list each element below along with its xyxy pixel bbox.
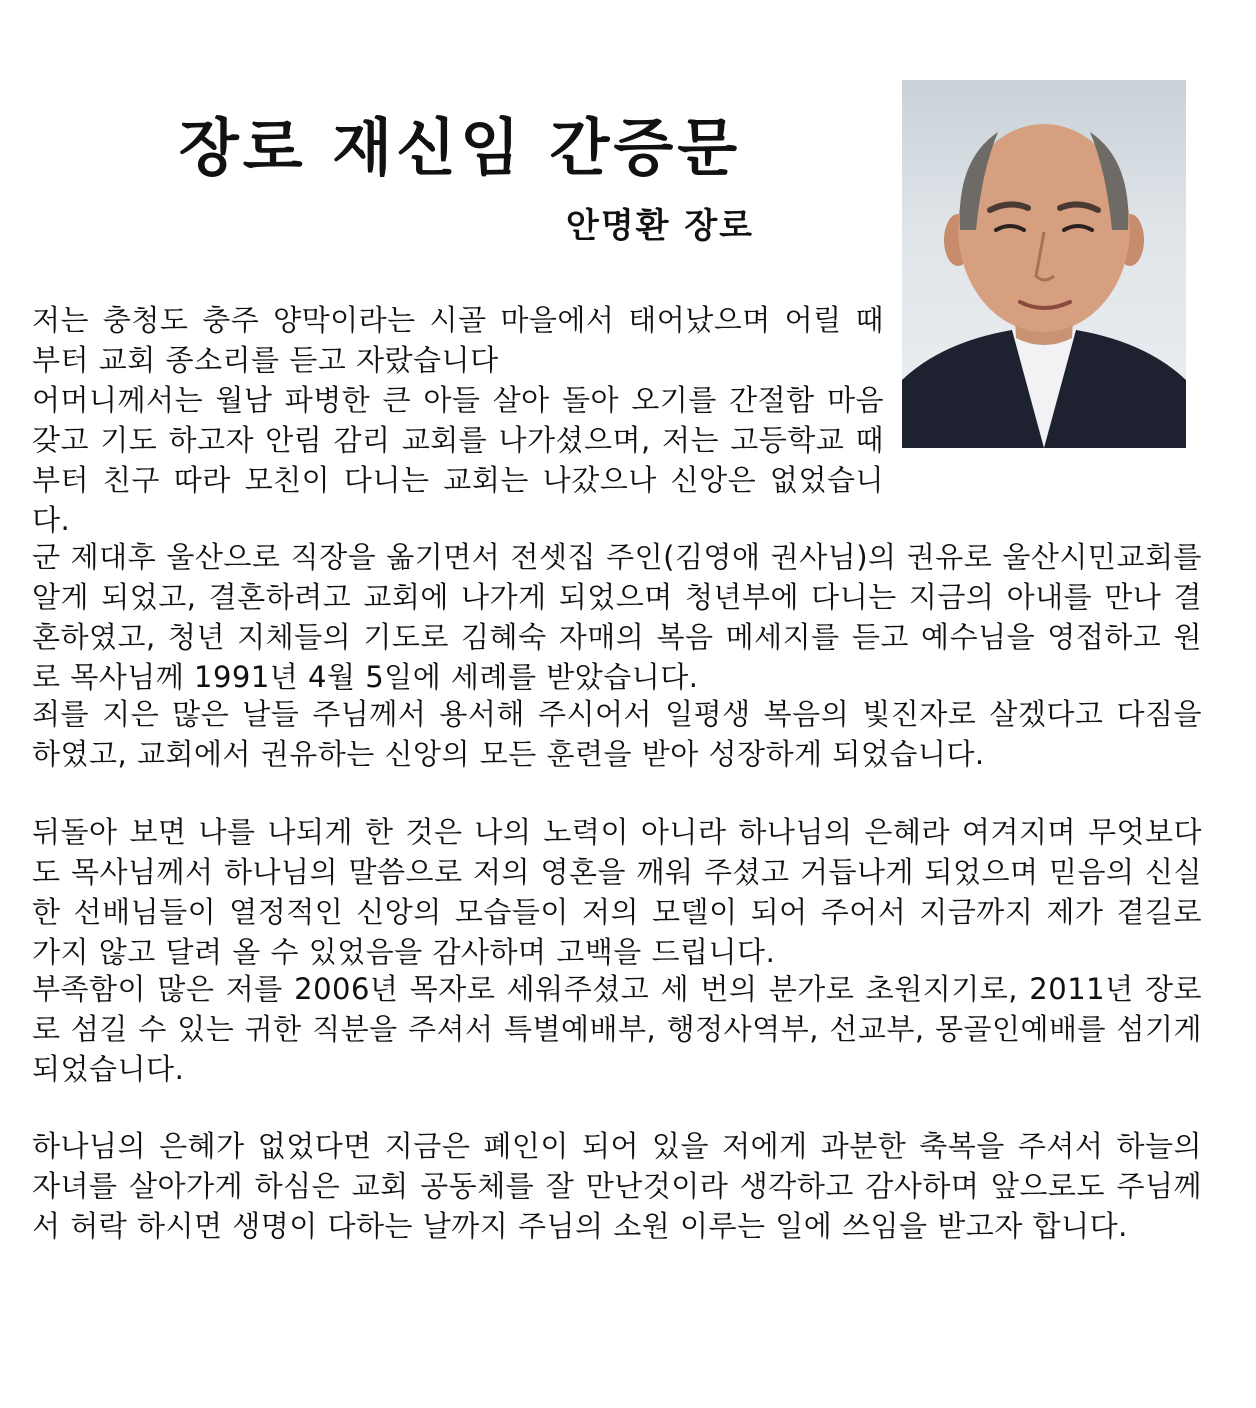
paragraph-4: 죄를 지은 많은 날들 주님께서 용서해 주시어서 일평생 복음의 빛진자로 살겠다고 다짐을 하였고, 교회에서 권유하는 신앙의 모든 훈련을 받아 성장하게 되었습니다. [32,697,1202,771]
paragraph-2: 어머니께서는 월남 파병한 큰 아들 살아 돌아 오기를 간절함 마음 갖고 기도 하고자 안림 감리 교회를 나가셨으며, 저는 고등학교 때부터 친구 따라 모친이 다니는 교회는 나갔으나 신앙은 없었습니다. [32,383,884,537]
paragraph-1: 저는 충청도 충주 양막이라는 시골 마을에서 태어났으며 어릴 때 부터 교회 종소리를 듣고 자랐습니다 [32,303,884,377]
author-name: 안명환 장로 [565,206,755,246]
paragraph-3: 군 제대후 울산으로 직장을 옮기면서 전셋집 주인(김영애 권사님)의 권유로 울산시민교회를 알게 되었고, 결혼하려고 교회에 나가게 되었으며 청년부에 다니는 지금의 아내를 만나 결혼하였고, 청년 지체들의 기도로 김혜숙 자매의 복음 메세지를 듣고 예수님을 영접하고 원로 목사님께 1991년 4월 5일에 세례를 받았습니다. [32,540,1202,694]
paragraph-6: 부족함이 많은 저를 2006년 목자로 세워주셨고 세 번의 분가로 초원지기로, 2011년 장로로 섬길 수 있는 귀한 직분을 주셔서 특별예배부, 행정사역부, 선교부, 몽골인예배를 섬기게 되었습니다. [32,972,1202,1086]
page-title: 장로 재신임 간증문 [178,111,742,184]
author-photo [902,80,1186,448]
paragraph-7: 하나님의 은혜가 없었다면 지금은 폐인이 되어 있을 저에게 과분한 축복을 주셔서 하늘의 자녀를 살아가게 하심은 교회 공동체를 잘 만난것이라 생각하고 감사하며 앞으로도 주님께서 허락 하시면 생명이 다하는 날까지 주님의 소원 이루는 일에 쓰임을 받고자 합니다. [32,1129,1202,1243]
paragraph-5: 뒤돌아 보면 나를 나되게 한 것은 나의 노력이 아니라 하나님의 은혜라 여겨지며 무엇보다도 목사님께서 하나님의 말씀으로 저의 영혼을 깨워 주셨고 거듭나게 되었으며 믿음의 신실한 선배님들이 열정적인 신앙의 모습들이 저의 모델이 되어 주어서 지금까지 제가 곁길로 가지 않고 달려 올 수 있었음을 감사하며 고백을 드립니다. [32,815,1202,969]
